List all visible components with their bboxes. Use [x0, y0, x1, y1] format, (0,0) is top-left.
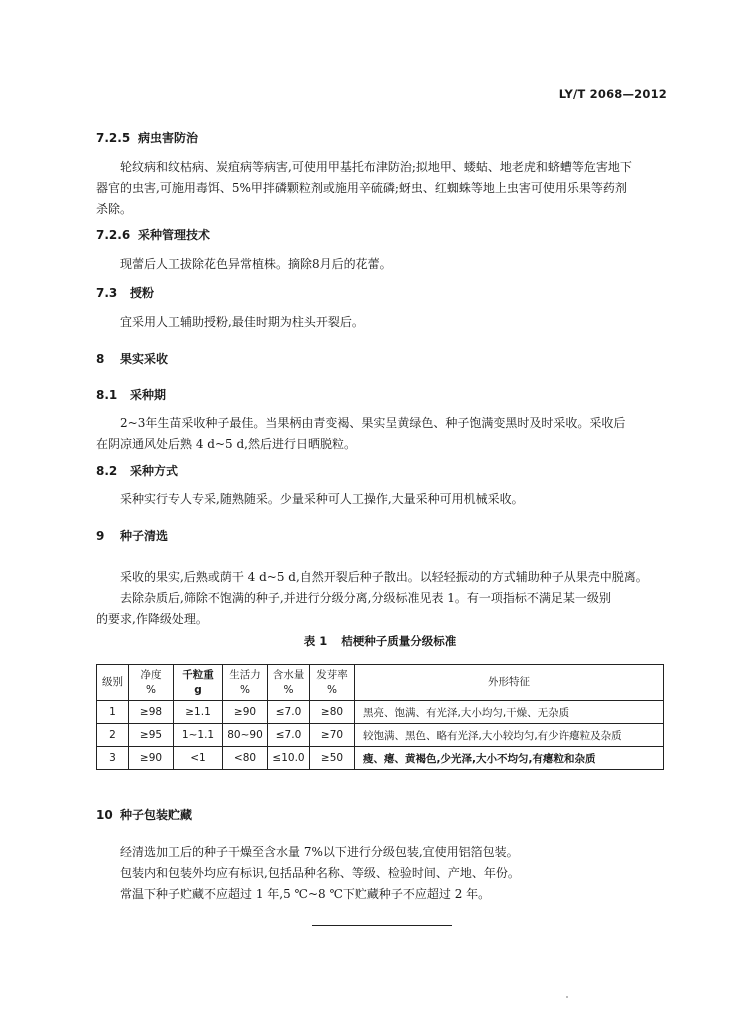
seed-grading-table — [96, 664, 664, 770]
heading-7-3 — [96, 284, 154, 301]
standard-code: LY/T 2068—2012 — [558, 87, 667, 101]
cell-weight: 1~1.1 — [174, 724, 223, 747]
paragraph: 2~3年生苗采收种子最佳。当果柄由青变褐、果实呈黄绿色、种子饱满变黑时及时采收。采收后 — [120, 416, 626, 430]
end-rule — [312, 925, 452, 926]
cell-grade: 1 — [97, 701, 129, 724]
section-title: 采种期 — [130, 388, 167, 402]
heading-7-2-5 — [96, 129, 198, 146]
heading-8-1 — [96, 386, 166, 403]
paragraph: 杀除。 — [96, 202, 133, 216]
paragraph: 常温下种子贮藏不应超过 1 年,5 ℃~8 ℃下贮藏种子不应超过 2 年。 — [120, 887, 491, 901]
heading-10 — [96, 806, 192, 823]
cell-germination: ≥80 — [310, 701, 355, 724]
table-row — [97, 724, 664, 747]
section-number: 7.2.5 — [96, 131, 131, 145]
cell-grade: 2 — [97, 724, 129, 747]
cell-weight: ≥1.1 — [174, 701, 223, 724]
cell-germination: ≥70 — [310, 724, 355, 747]
section-number: 8.2 — [96, 464, 118, 478]
heading-8-2 — [96, 462, 178, 479]
paragraph: 去除杂质后,筛除不饱满的种子,并进行分级分离,分级标准见表 1。有一项指标不满足某一级别 — [120, 591, 611, 605]
paragraph: 现蕾后人工拔除花色异常植株。摘除8月后的花蕾。 — [120, 257, 392, 271]
header-moisture: 含水量 % — [268, 665, 310, 701]
cell-viability: 80~90 — [223, 724, 268, 747]
paragraph: 采收的果实,后熟或荫干 4 d~5 d,自然开裂后种子散出。以轻轻振动的方式辅助种子从果壳中脱离。 — [120, 570, 648, 584]
paragraph: 采种实行专人专采,随熟随采。少量采种可人工操作,大量采种可用机械采收。 — [120, 492, 524, 506]
table-title: 桔梗种子质量分级标准 — [341, 634, 457, 648]
table-caption — [96, 633, 664, 649]
table-row — [97, 701, 664, 724]
table-header-row — [97, 665, 664, 701]
section-number: 8.1 — [96, 388, 118, 402]
section-number: 7.3 — [96, 286, 118, 300]
header-viability: 生活力 % — [223, 665, 268, 701]
header-purity: 净度 % — [129, 665, 174, 701]
heading-9 — [96, 527, 168, 544]
section-number: 7.2.6 — [96, 228, 131, 242]
cell-viability: <80 — [223, 747, 268, 770]
section-title: 种子清选 — [120, 529, 169, 543]
scan-speck — [566, 996, 568, 998]
cell-purity: ≥90 — [129, 747, 174, 770]
paragraph: 的要求,作降级处理。 — [96, 612, 208, 626]
section-number: 8 — [96, 352, 105, 366]
cell-germination: ≥50 — [310, 747, 355, 770]
section-title: 采种方式 — [130, 464, 179, 478]
header-appearance: 外形特征 — [355, 665, 664, 701]
cell-viability: ≥90 — [223, 701, 268, 724]
paragraph: 宜采用人工辅助授粉,最佳时期为柱头开裂后。 — [120, 315, 364, 329]
heading-7-2-6 — [96, 226, 210, 243]
header-thousand-seed-weight: 千粒重 g — [174, 665, 223, 701]
cell-weight: <1 — [174, 747, 223, 770]
section-title: 病虫害防治 — [138, 131, 199, 145]
cell-moisture: ≤7.0 — [268, 724, 310, 747]
heading-8 — [96, 350, 168, 367]
paragraph: 包装内和包装外均应有标识,包括品种名称、等级、检验时间、产地、年份。 — [120, 866, 520, 880]
section-title: 果实采收 — [120, 352, 169, 366]
section-number: 9 — [96, 529, 105, 543]
cell-appearance: 瘦、瘪、黄褐色,少光泽,大小不均匀,有瘪粒和杂质 — [355, 747, 664, 770]
paragraph: 在阴凉通风处后熟 4 d~5 d,然后进行日晒脱粒。 — [96, 437, 356, 451]
section-title: 种子包装贮藏 — [120, 808, 193, 822]
cell-moisture: ≤7.0 — [268, 701, 310, 724]
cell-appearance: 较饱满、黑色、略有光泽,大小较均匀,有少许瘪粒及杂质 — [355, 724, 664, 747]
paragraph: 器官的虫害,可施用毒饵、5%甲拌磷颗粒剂或施用辛硫磷;蚜虫、红蜘蛛等地上虫害可使用乐果等药剂 — [96, 181, 627, 195]
header-grade: 级别 — [97, 665, 129, 701]
cell-moisture: ≤10.0 — [268, 747, 310, 770]
section-title: 授粉 — [130, 286, 155, 300]
header-germination: 发芽率 % — [310, 665, 355, 701]
paragraph: 轮纹病和纹枯病、炭疽病等病害,可使用甲基托布津防治;拟地甲、蝼蛄、地老虎和蛴螬等危害地下 — [120, 160, 632, 174]
section-number: 10 — [96, 808, 113, 822]
cell-grade: 3 — [97, 747, 129, 770]
cell-appearance: 黑亮、饱满、有光泽,大小均匀,干燥、无杂质 — [355, 701, 664, 724]
cell-purity: ≥98 — [129, 701, 174, 724]
paragraph: 经清选加工后的种子干燥至含水量 7%以下进行分级包装,宜使用铝箔包装。 — [120, 845, 519, 859]
section-title: 采种管理技术 — [138, 228, 211, 242]
table-number: 表 1 — [303, 634, 328, 648]
table-row — [97, 747, 664, 770]
cell-purity: ≥95 — [129, 724, 174, 747]
